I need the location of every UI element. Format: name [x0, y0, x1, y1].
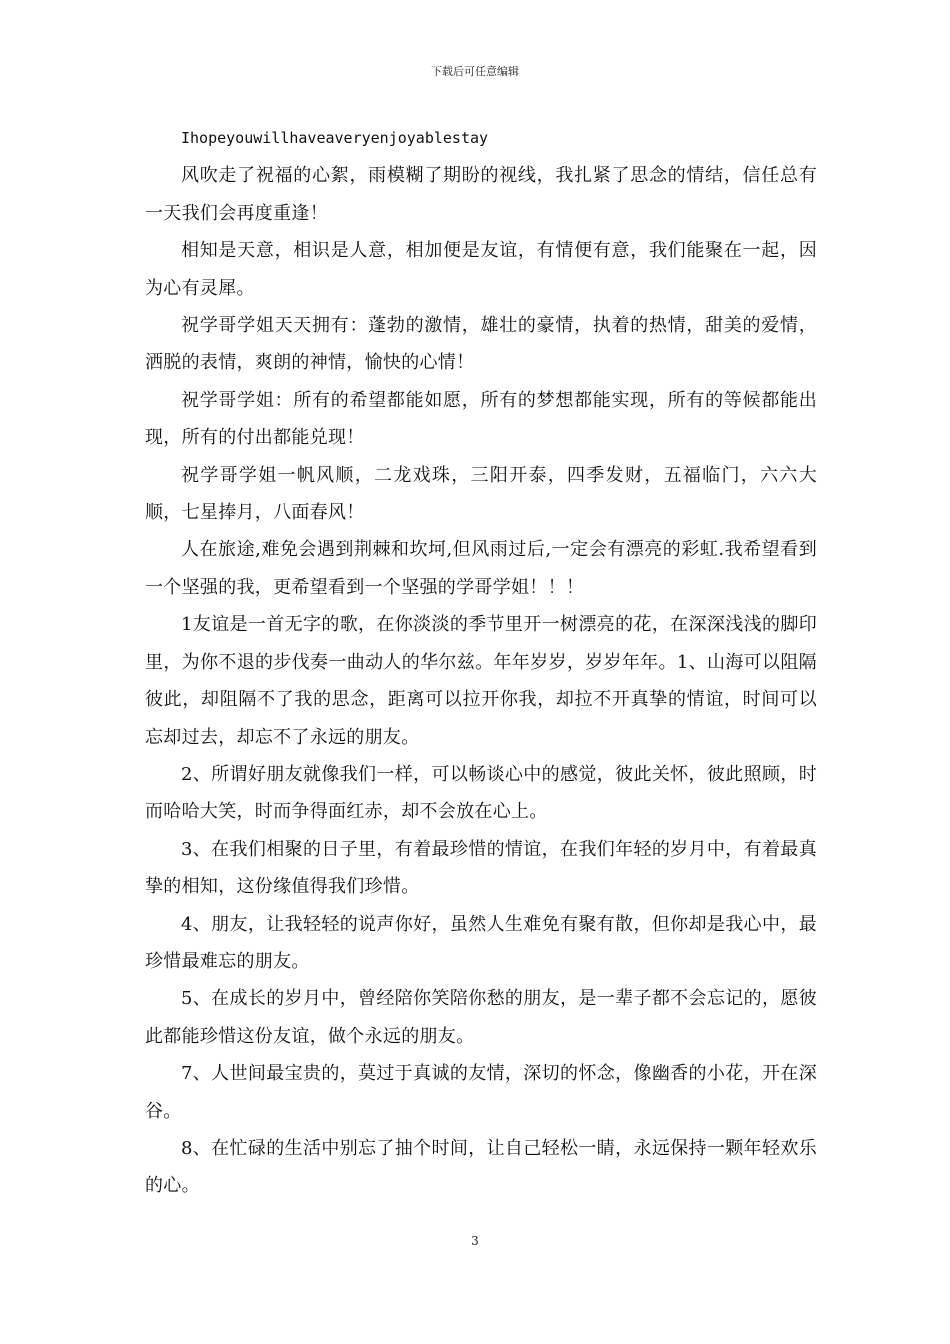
paragraph: 4、朋友，让我轻轻的说声你好，虽然人生难免有聚有散，但你却是我心中，最珍惜最难忘的朋友。: [145, 913, 817, 972]
paragraph: 2、所谓好朋友就像我们一样，可以畅谈心中的感觉，彼此关怀，彼此照顾，时而哈哈大笑，时而争得面红赤，却不会放在心上。: [145, 763, 817, 823]
paragraph: 7、人世间最宝贵的，莫过于真诚的友情，深切的怀念，像幽香的小花，开在深谷。: [145, 1063, 817, 1122]
paragraph: 人在旅途,难免会遇到荆棘和坎坷,但风雨过后,一定会有漂亮的彩虹.我希望看到一个坚强的我，更希望看到一个坚强的学哥学姐！！！: [145, 539, 817, 598]
paragraph: 相知是天意，相识是人意，相加便是友谊，有情便有意，我们能聚在一起，因为心有灵犀。: [145, 240, 817, 299]
paragraph: 5、在成长的岁月中，曾经陪你笑陪你愁的朋友，是一辈子都不会忘记的，愿彼此都能珍惜这份友谊，做个永远的朋友。: [145, 988, 817, 1047]
paragraph: Ihopeyouwillhaveaveryenjoyablestay: [181, 129, 489, 147]
document-body: [145, 120, 817, 1205]
paragraph: 祝学哥学姐天天拥有：蓬勃的激情，雄壮的豪情，执着的热情，甜美的爱情，洒脱的表情，爽朗的神情，愉快的心情！: [145, 315, 817, 374]
paragraph: 8、在忙碌的生活中别忘了抽个时间，让自己轻松一睛，永远保持一颗年轻欢乐的心。: [145, 1137, 817, 1197]
paragraph: 祝学哥学姐：所有的希望都能如愿，所有的梦想都能实现，所有的等候都能出现，所有的付出都能兑现！: [145, 389, 817, 449]
page-header: 下载后可任意编辑: [431, 65, 519, 78]
paragraph: 1友谊是一首无字的歌，在你淡淡的季节里开一树漂亮的花，在深深浅浅的脚印里，为你不退的步伐奏一曲动人的华尔兹。年年岁岁，岁岁年年。1、山海可以阻隔彼此，却阻隔不了我的思念，距离可以拉开你我，却拉不开真挚的情谊，时间可以忘却过去，却忘不了永远的朋友。: [145, 614, 817, 748]
paragraph: 风吹走了祝福的心絮，雨模糊了期盼的视线，我扎紧了思念的情结，信任总有一天我们会再度重逢！: [145, 165, 817, 224]
page-number: 3: [471, 1234, 479, 1248]
paragraph: 3、在我们相聚的日子里，有着最珍惜的情谊，在我们年轻的岁月中，有着最真挚的相知，这份缘值得我们珍惜。: [145, 838, 817, 898]
paragraph: 祝学哥学姐一帆风顺，二龙戏珠，三阳开泰，四季发财，五福临门，六六大顺，七星捧月，八面春风！: [145, 464, 817, 524]
